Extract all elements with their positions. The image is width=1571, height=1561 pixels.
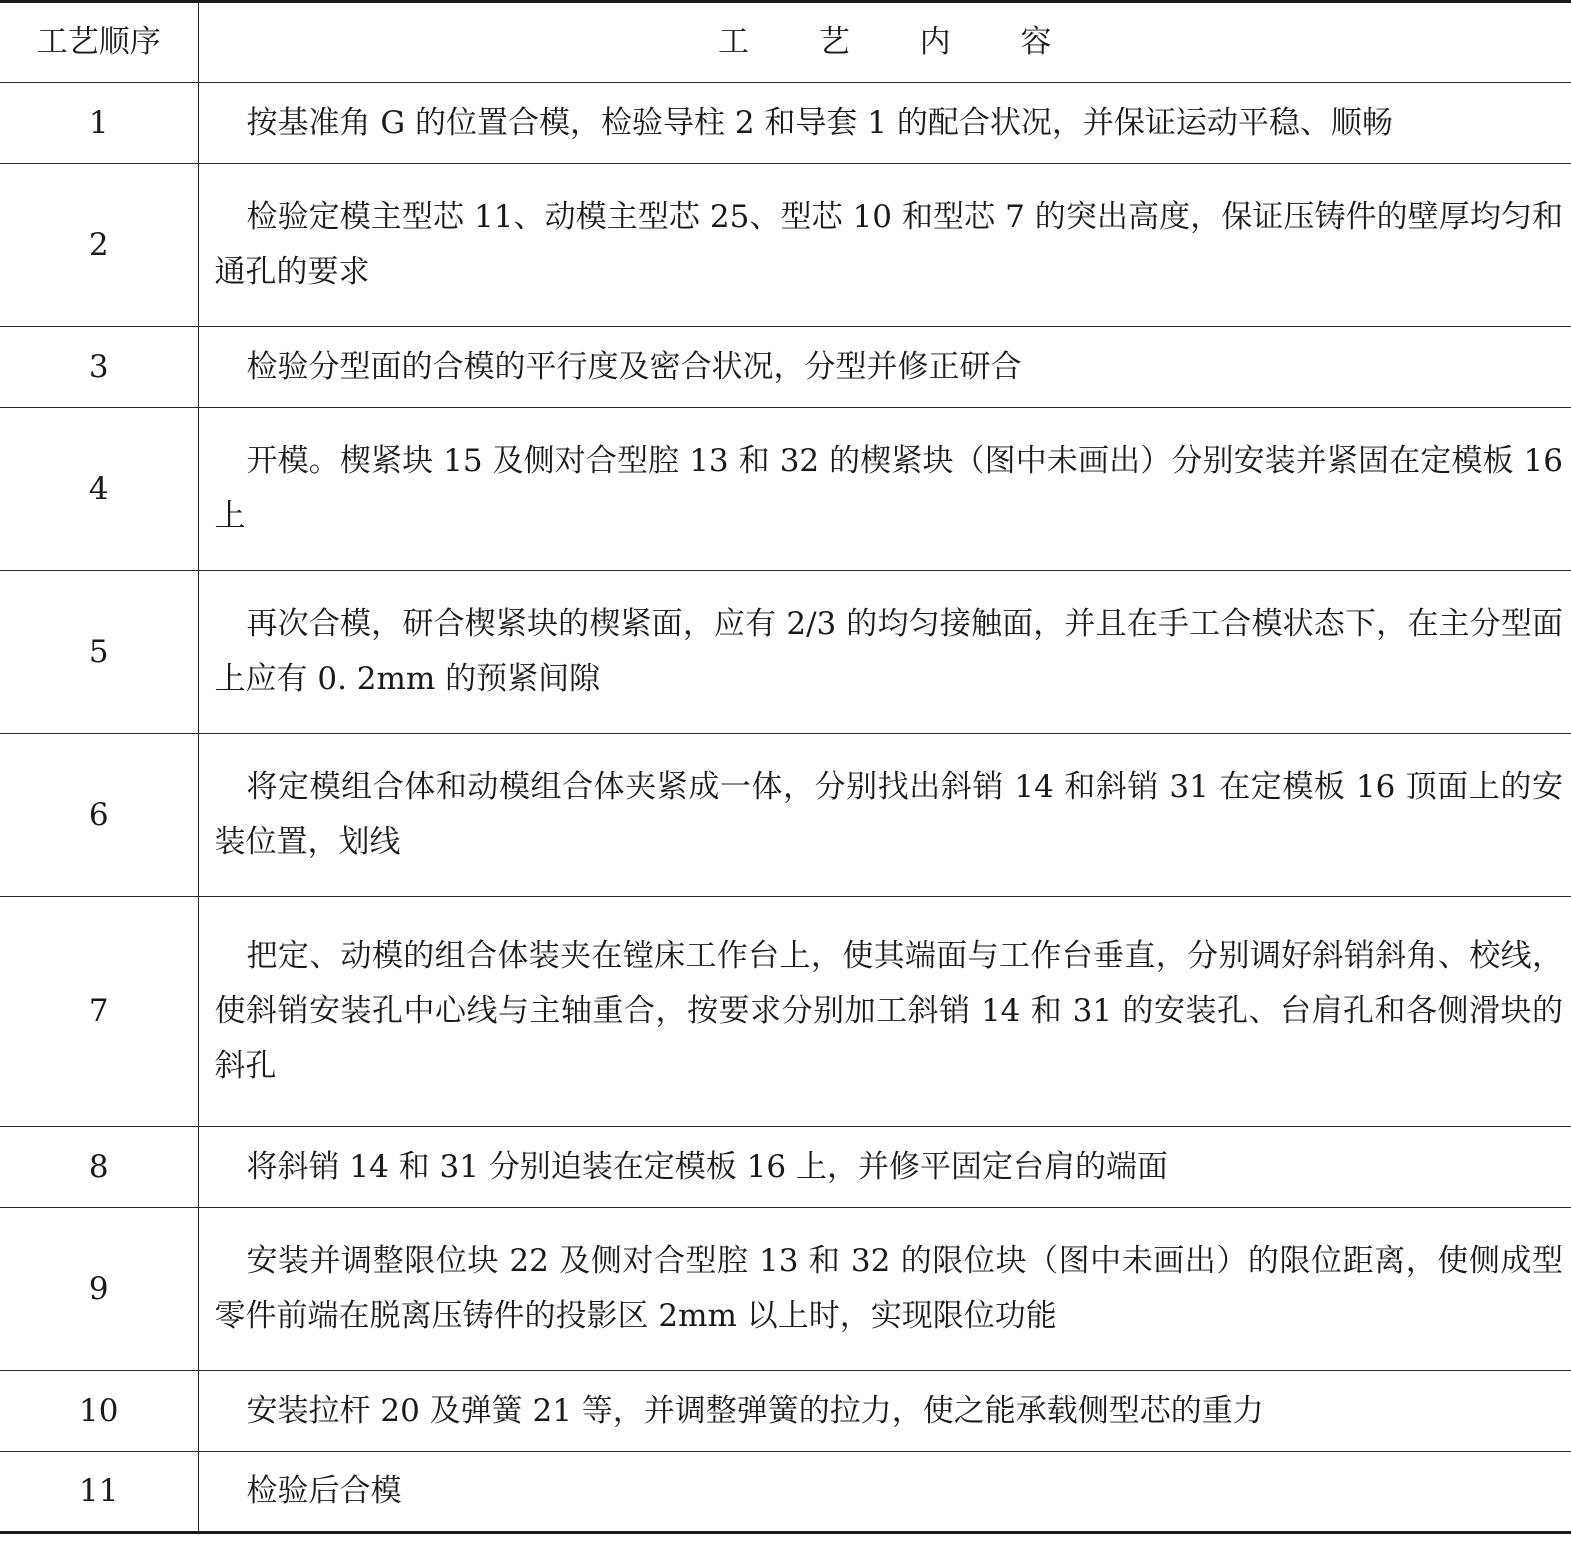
table-row [0,327,1571,408]
table-header-row [0,2,1571,83]
table-row [0,571,1571,734]
column-header-content: 工 艺 内 容 [198,2,1571,83]
step-content: 再次合模，研合楔紧块的楔紧面，应有 2/3 的均匀接触面，并且在手工合模状态下，在主分型面上应有 0. 2mm 的预紧间隙 [198,571,1571,734]
table-row [0,1127,1571,1208]
step-number: 4 [0,408,198,571]
table-row [0,897,1571,1127]
step-number: 6 [0,734,198,897]
table-row [0,1452,1571,1533]
step-number: 8 [0,1127,198,1208]
step-number: 10 [0,1371,198,1452]
step-content: 把定、动模的组合体装夹在镗床工作台上，使其端面与工作台垂直，分别调好斜销斜角、校线，使斜销安装孔中心线与主轴重合，按要求分别加工斜销 14 和 31 的安装孔、台肩孔和各侧滑块的斜孔 [198,897,1571,1127]
table-row [0,83,1571,164]
column-header-step: 工艺顺序 [0,2,198,83]
step-content: 将斜销 14 和 31 分别迫装在定模板 16 上，并修平固定台肩的端面 [198,1127,1571,1208]
step-content: 安装并调整限位块 22 及侧对合型腔 13 和 32 的限位块（图中未画出）的限位距离，使侧成型零件前端在脱离压铸件的投影区 2mm 以上时，实现限位功能 [198,1208,1571,1371]
step-number: 11 [0,1452,198,1533]
step-number: 3 [0,327,198,408]
step-content: 安装拉杆 20 及弹簧 21 等，并调整弹簧的拉力，使之能承载侧型芯的重力 [198,1371,1571,1452]
step-number: 5 [0,571,198,734]
step-number: 7 [0,897,198,1127]
step-content: 将定模组合体和动模组合体夹紧成一体，分别找出斜销 14 和斜销 31 在定模板 16 顶面上的安装位置，划线 [198,734,1571,897]
table-row [0,734,1571,897]
step-number: 2 [0,164,198,327]
step-content: 检验后合模 [246,1473,402,1509]
step-number: 1 [0,83,198,164]
table-row [0,1371,1571,1452]
step-number: 9 [0,1208,198,1371]
table-row [0,408,1571,571]
table-row [0,1208,1571,1371]
step-content: 按基准角 G 的位置合模，检验导柱 2 和导套 1 的配合状况，并保证运动平稳、顺畅 [198,83,1571,164]
step-content: 检验定模主型芯 11、动模主型芯 25、型芯 10 和型芯 7 的突出高度，保证压铸件的壁厚均匀和通孔的要求 [198,164,1571,327]
table-row [0,164,1571,327]
step-content: 检验分型面的合模的平行度及密合状况，分型并修正研合 [198,327,1571,408]
step-content: 开模。楔紧块 15 及侧对合型腔 13 和 32 的楔紧块（图中未画出）分别安装并紧固在定模板 16 上 [198,408,1571,571]
